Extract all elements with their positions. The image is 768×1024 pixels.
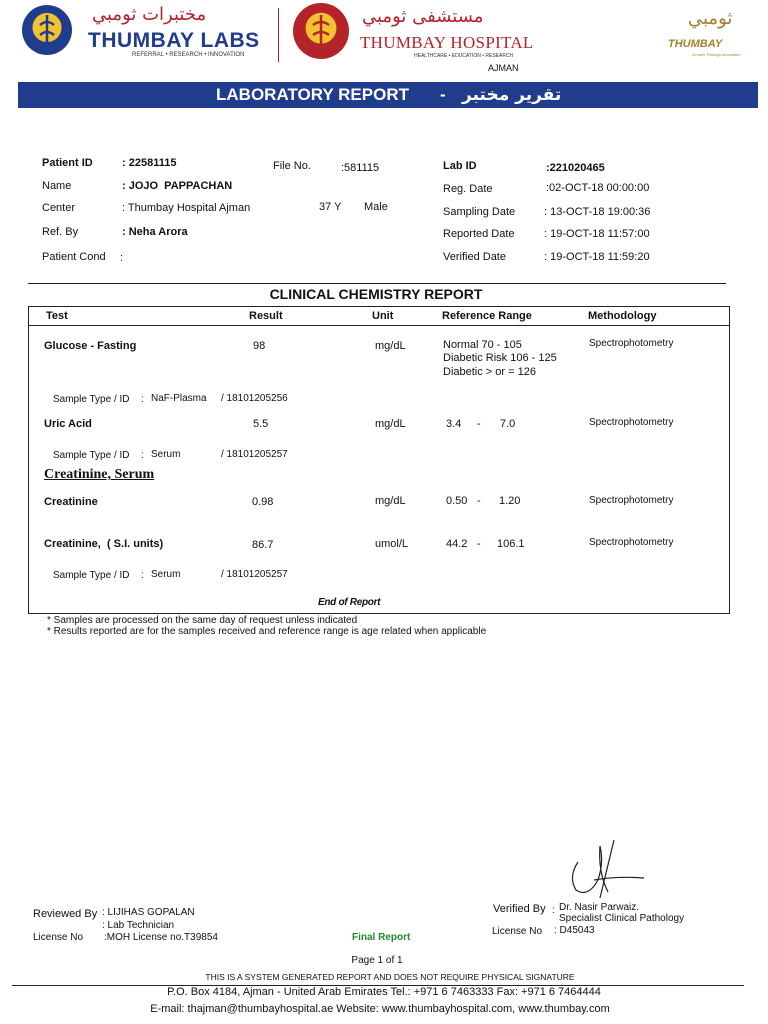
verified-by-name: Dr. Nasir Parwaiz. xyxy=(559,902,640,913)
group-name: THUMBAY xyxy=(668,38,723,50)
col-test-header: Test xyxy=(46,310,68,322)
ref-by-value: : Neha Arora xyxy=(122,226,188,238)
end-of-report: End of Report xyxy=(318,597,381,608)
thumbay-labs-emblem-icon xyxy=(22,5,72,55)
center-value: : Thumbay Hospital Ajman xyxy=(122,202,251,214)
patient-id-label: Patient ID xyxy=(42,157,93,169)
system-generated-note: THIS IS A SYSTEM GENERATED REPORT AND DOES NOT REQUIRE PHYSICAL SIGNATURE xyxy=(205,972,575,982)
group-arabic-name: ثومبي xyxy=(688,8,733,29)
license2-value: : D45043 xyxy=(554,925,595,936)
creat-result: 0.98 xyxy=(252,496,274,508)
creat-unit: mg/dL xyxy=(375,495,406,507)
report-title: LABORATORY REPORT xyxy=(216,85,409,104)
creat-si-sample-colon: : xyxy=(141,570,144,581)
creat-si-sample-type: Serum xyxy=(151,569,181,580)
uric-range-dash: - xyxy=(477,418,481,430)
file-no-label: File No. xyxy=(273,160,311,172)
center-label: Center xyxy=(42,202,76,214)
creat-si-unit: umol/L xyxy=(375,538,409,550)
uric-unit: mg/dL xyxy=(375,418,406,430)
report-title-banner xyxy=(18,82,758,108)
creat-method: Spectrophotometry xyxy=(589,495,674,506)
lab-id-label: Lab ID xyxy=(443,160,477,172)
creat-si-sample-label: Sample Type / ID xyxy=(53,570,130,581)
col-result-header: Result xyxy=(249,310,283,322)
reported-date-label: Reported Date xyxy=(443,228,515,240)
labs-tagline: REFERRAL • RESEARCH • INNOVATION xyxy=(132,52,245,58)
glucose-sample-id: / 18101205256 xyxy=(221,393,288,404)
reg-date-value: :02-OCT-18 00:00:00 xyxy=(546,182,650,194)
glucose-range-1: Normal 70 - 105 xyxy=(443,339,522,351)
uric-sample-type: Serum xyxy=(151,449,181,460)
lab-id-value: :221020465 xyxy=(546,162,605,174)
verified-date-label: Verified Date xyxy=(443,251,506,263)
uric-range-low: 3.4 xyxy=(446,418,462,430)
reg-date-label: Reg. Date xyxy=(443,183,493,195)
footer-address: P.O. Box 4184, Ajman - United Arab Emirates Tel.: +971 6 7463333 Fax: +971 6 7464444 xyxy=(167,986,601,998)
creat-si-range-low: 44.2 xyxy=(446,538,468,550)
verified-by-role: Specialist Clinical Pathology xyxy=(559,913,685,924)
creat-test: Creatinine xyxy=(44,496,98,508)
results-table xyxy=(28,306,730,614)
col-range-header: Reference Range xyxy=(442,310,532,322)
creat-si-range-dash: - xyxy=(477,538,481,550)
uric-sample-colon: : xyxy=(141,450,144,461)
sampling-date-value: : 13-OCT-18 19:00:36 xyxy=(544,206,651,218)
uric-sample-label: Sample Type / ID xyxy=(53,450,130,461)
creat-si-test: Creatinine, ( S.I. units) xyxy=(44,538,164,550)
hospital-tagline: HEALTHCARE • EDUCATION • RESEARCH xyxy=(414,53,514,59)
age-value: 37 Y xyxy=(319,201,342,213)
sampling-date-label: Sampling Date xyxy=(443,206,516,218)
patient-cond-label: Patient Cond xyxy=(42,251,106,263)
group-tagline: Growth Through Innovation xyxy=(692,52,741,57)
license-label: License No xyxy=(33,932,84,943)
license2-label: License No xyxy=(492,926,543,937)
sex-value: Male xyxy=(364,201,388,213)
footer-contact: E-mail: thajman@thumbayhospital.ae Website: www.thumbayhospital.com, www.thumbay.com xyxy=(150,1003,610,1015)
creat-si-result: 86.7 xyxy=(252,539,274,551)
glucose-sample-label: Sample Type / ID xyxy=(53,394,130,405)
glucose-range-2: Diabetic Risk 106 - 125 xyxy=(443,352,557,364)
uric-range-high: 7.0 xyxy=(500,418,516,430)
patient-id-value: : 22581115 xyxy=(122,157,177,169)
hospital-name: THUMBAY HOSPITAL xyxy=(360,33,534,52)
uric-sample-id: / 18101205257 xyxy=(221,449,288,460)
creat-range-high: 1.20 xyxy=(499,495,521,507)
creat-si-range-high: 106.1 xyxy=(497,538,525,550)
header-divider xyxy=(278,8,279,62)
creatinine-group-title: Creatinine, Serum xyxy=(44,467,155,482)
glucose-method: Spectrophotometry xyxy=(589,338,674,349)
creat-range-dash: - xyxy=(477,495,481,507)
reported-date-value: : 19-OCT-18 11:57:00 xyxy=(544,228,650,240)
creat-si-sample-id: / 18101205257 xyxy=(221,569,288,580)
glucose-test: Glucose - Fasting xyxy=(44,340,137,352)
ref-by-label: Ref. By xyxy=(42,226,79,238)
final-report-label: Final Report xyxy=(352,932,411,943)
labs-name: THUMBAY LABS xyxy=(88,29,260,52)
reviewed-by-name: : LIJIHAS GOPALAN xyxy=(102,907,195,918)
license-value: :MOH License no.T39854 xyxy=(104,932,218,943)
col-unit-header: Unit xyxy=(372,310,394,322)
name-label: Name xyxy=(42,180,72,192)
creat-range-low: 0.50 xyxy=(446,495,468,507)
creat-si-method: Spectrophotometry xyxy=(589,537,674,548)
reviewed-by-label: Reviewed By xyxy=(33,908,98,920)
uric-result: 5.5 xyxy=(253,418,269,430)
verified-date-value: : 19-OCT-18 11:59:20 xyxy=(544,251,650,263)
file-no-value: :581115 xyxy=(341,162,380,174)
verified-by-label: Verified By xyxy=(493,903,546,915)
signature-icon xyxy=(558,832,658,902)
section-title: CLINICAL CHEMISTRY REPORT xyxy=(269,286,483,302)
report-title-separator: - xyxy=(440,85,446,104)
section-top-rule xyxy=(28,283,726,284)
reviewed-by-role: : Lab Technician xyxy=(102,920,175,931)
thumbay-hospital-emblem-icon xyxy=(293,3,349,59)
name-value: : JOJO PAPPACHAN xyxy=(122,180,233,192)
col-method-header: Methodology xyxy=(588,310,657,322)
header-logos xyxy=(0,0,768,82)
hospital-arabic-name: مستشفى ثومبي xyxy=(362,6,484,27)
patient-cond-value: : xyxy=(120,252,124,264)
uric-test: Uric Acid xyxy=(44,418,92,430)
note-age-related: * Results reported are for the samples received and reference range is age related when applicable xyxy=(47,626,487,637)
hospital-city: AJMAN xyxy=(488,63,519,73)
report-title-arabic: تقرير مختبر xyxy=(462,85,562,105)
page-info: Page 1 of 1 xyxy=(351,955,403,966)
glucose-range-3: Diabetic > or = 126 xyxy=(443,366,536,378)
note-same-day: * Samples are processed on the same day of request unless indicated xyxy=(47,615,358,626)
glucose-unit: mg/dL xyxy=(375,340,406,352)
glucose-sample-type: NaF-Plasma xyxy=(151,393,207,404)
verified-by-colon: : xyxy=(552,905,555,916)
labs-arabic-name: مختبرات ثومبي xyxy=(92,4,207,25)
glucose-sample-colon: : xyxy=(141,394,144,405)
uric-method: Spectrophotometry xyxy=(589,417,674,428)
glucose-result: 98 xyxy=(253,340,266,352)
table-header-rule xyxy=(28,325,729,326)
